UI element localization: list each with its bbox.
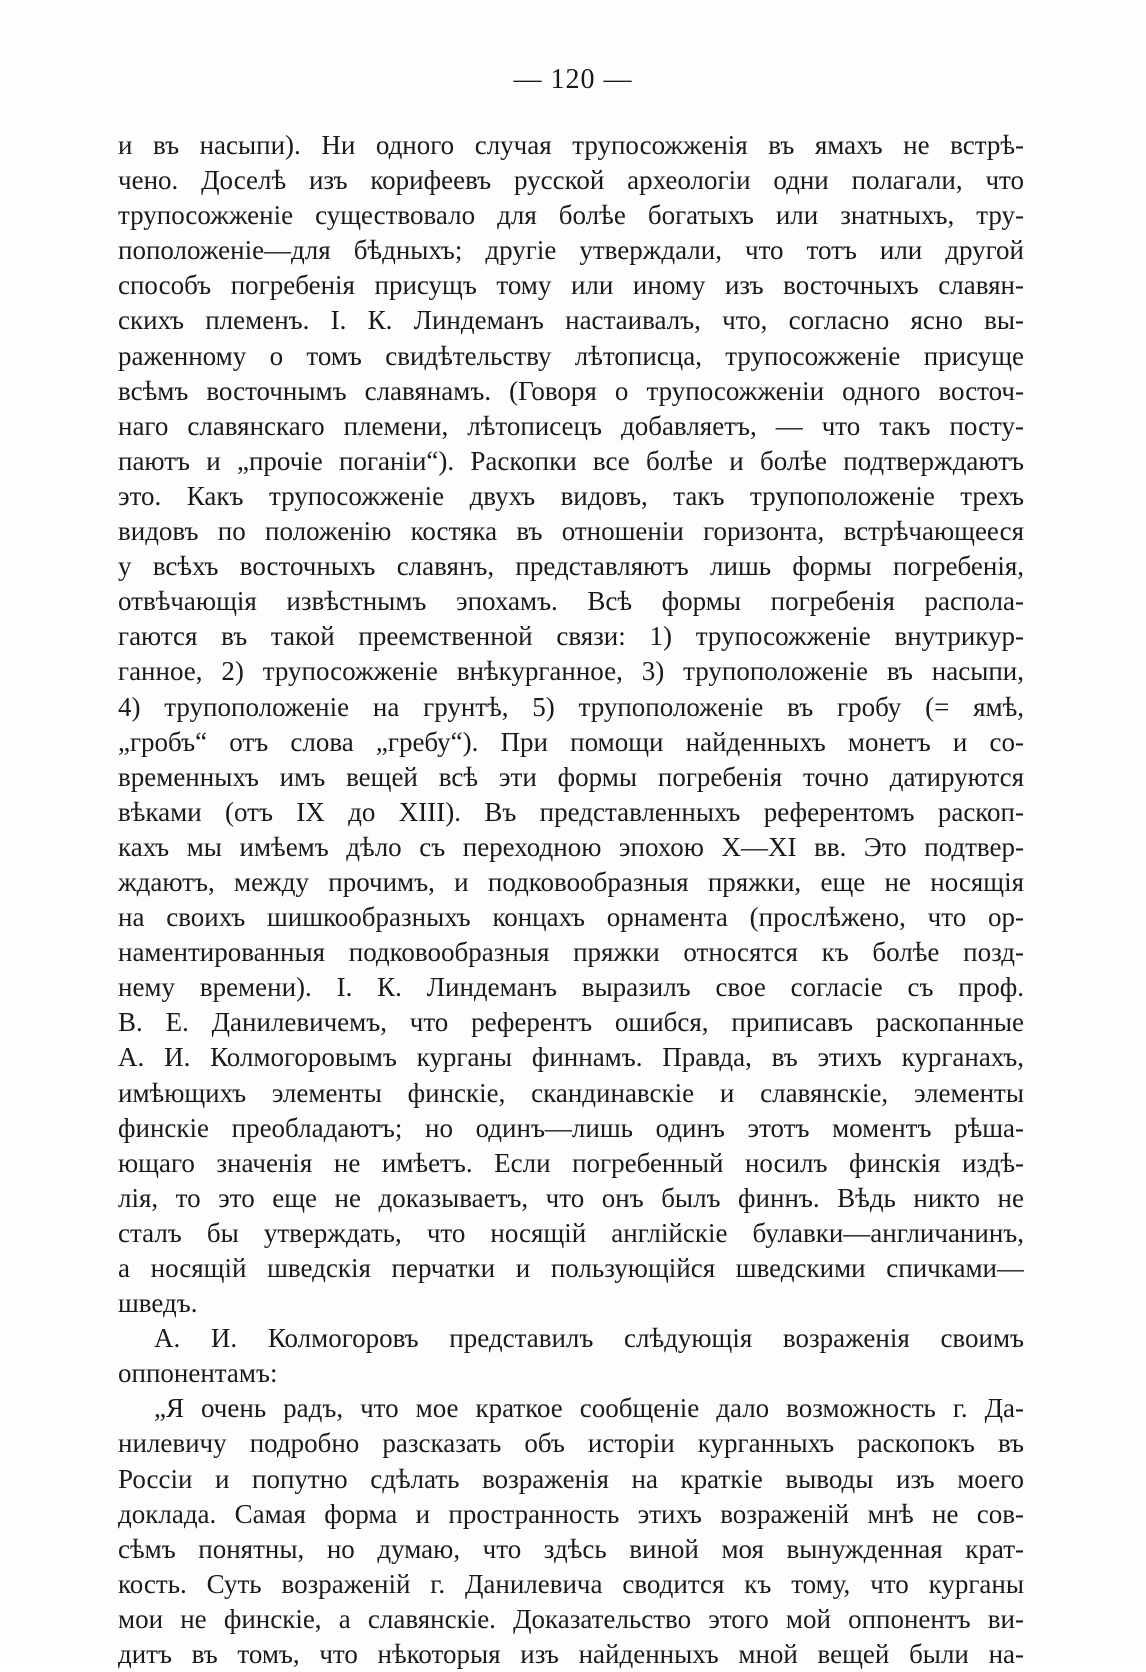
text-line: трупосожженіе существовало для болѣе богатыхъ или знатныхъ, тру- — [118, 200, 1024, 231]
text-line: поположеніе—для бѣдныхъ; другіе утверждали, что тотъ или другой — [118, 235, 1024, 266]
text-line: 4) трупоположеніе на грунтѣ, 5) трупоположеніе въ гробу (= ямѣ, — [118, 691, 1024, 722]
text-line: вѣками (отъ IX до XIII). Въ представленныхъ референтомъ раскоп- — [118, 796, 1024, 827]
text-line: наго славянскаго племени, лѣтописецъ добавляетъ, — что такъ посту- — [118, 410, 1024, 441]
text-line: „гробъ“ отъ слова „гребу“). При помощи найденныхъ монетъ и со- — [118, 726, 1024, 757]
body-text — [118, 128, 1024, 1672]
text-line: видовъ по положенію костяка въ отношеніи горизонта, встрѣчающееся — [118, 516, 1024, 547]
text-line: всѣмъ восточнымъ славянамъ. (Говоря о трупосожженіи одного восточ- — [118, 375, 1024, 406]
text-line: сѣмъ понятны, но думаю, что здѣсь виной моя вынужденная крат- — [118, 1533, 1024, 1564]
text-line: это. Какъ трупосожженіе двухъ видовъ, такъ трупоположеніе трехъ — [118, 480, 1024, 511]
page-number: — 120 — — [513, 64, 633, 95]
text-line: скихъ племенъ. І. К. Линдеманъ настаивалъ, что, согласно ясно вы- — [118, 305, 1024, 336]
text-line: чено. Доселѣ изъ корифеевъ русской археологіи одни полагали, что — [118, 165, 1024, 196]
text-line: гаются въ такой преемственной связи: 1) трупосожженіе внутрикур- — [118, 621, 1024, 652]
text-line: дитъ въ томъ, что нѣкоторыя изъ найденныхъ мной вещей были на- — [118, 1639, 1024, 1670]
text-line: А. И. Колмогоровымъ курганы финнамъ. Правда, въ этихъ курганахъ, — [118, 1042, 1024, 1073]
text-line: шведъ. — [118, 1288, 198, 1319]
text-line: В. Е. Данилевичемъ, что референтъ ошибся, приписавъ раскопанные — [118, 1007, 1024, 1038]
text-line: кость. Суть возраженій г. Данилевича сводится къ тому, что курганы — [118, 1568, 1024, 1599]
quote-start-line: „Я очень радъ, что мое краткое сообщеніе дало возможность г. Да- — [154, 1393, 1024, 1424]
text-line: временныхъ имъ вещей всѣ эти формы погребенія точно датируются — [118, 761, 1024, 792]
text-line: раженному о томъ свидѣтельству лѣтописца, трупосожженіе присуще — [118, 340, 1024, 371]
text-line: Россіи и попутно сдѣлать возраженія на краткіе выводы изъ моего — [118, 1463, 1024, 1494]
text-line: и въ насыпи). Ни одного случая трупосожженія въ ямахъ не встрѣ- — [118, 130, 1024, 160]
text-line: паютъ и „прочіе поганіи“). Раскопки все болѣе и болѣе подтверждаютъ — [118, 445, 1024, 476]
text-line: ющаго значенія не имѣетъ. Если погребенный носилъ финскія издѣ- — [118, 1147, 1024, 1178]
text-line: ждаютъ, между прочимъ, и подковообразныя пряжки, еще не носящія — [118, 866, 1024, 897]
text-line: на своихъ шишкообразныхъ концахъ орнамента (прослѣжено, что ор- — [118, 902, 1024, 933]
paragraph-start-line: А. И. Колмогоровъ представилъ слѣдующія возраженія своимъ — [154, 1323, 1024, 1354]
text-line: сталъ бы утверждать, что носящій англійскіе булавки—англичанинъ, — [118, 1217, 1024, 1248]
text-line: наментированныя подковообразныя пряжки относятся къ болѣе позд- — [118, 937, 1024, 968]
text-line: ганное, 2) трупосожженіе внѣкурганное, 3) трупоположеніе въ насыпи, — [118, 656, 1024, 687]
text-line: отвѣчающія извѣстнымъ эпохамъ. Всѣ формы погребенія распола- — [118, 586, 1024, 617]
text-line: лія, то это еще не доказываетъ, что онъ былъ финнъ. Вѣдь никто не — [118, 1182, 1024, 1213]
text-line: способъ погребенія присущъ тому или иному изъ восточныхъ славян- — [118, 270, 1024, 301]
text-line: нилевичу подробно разсказать объ исторіи курганныхъ раскопокъ въ — [118, 1428, 1024, 1459]
text-line: у всѣхъ восточныхъ славянъ, представляютъ лишь формы погребенія, — [118, 551, 1024, 582]
text-line: мои не финскіе, а славянскіе. Доказательство этого мой оппонентъ ви- — [118, 1603, 1024, 1634]
text-line: оппонентамъ: — [118, 1358, 278, 1389]
text-line: имѣющихъ элементы финскіе, скандинавскіе и славянскіе, элементы — [118, 1077, 1024, 1108]
text-line: финскіе преобладаютъ; но одинъ—лишь одинъ этотъ моментъ рѣша- — [118, 1112, 1024, 1143]
text-line: доклада. Самая форма и пространность этихъ возраженій мнѣ не сов- — [118, 1498, 1024, 1529]
text-line: кахъ мы имѣемъ дѣло съ переходною эпохою X—XI вв. Это подтвер- — [118, 831, 1024, 862]
text-line: нему времени). І. К. Линдеманъ выразилъ свое согласіе съ проф. — [118, 972, 1024, 1003]
text-line: а носящій шведскія перчатки и пользующійся шведскими спичками— — [118, 1253, 1024, 1283]
